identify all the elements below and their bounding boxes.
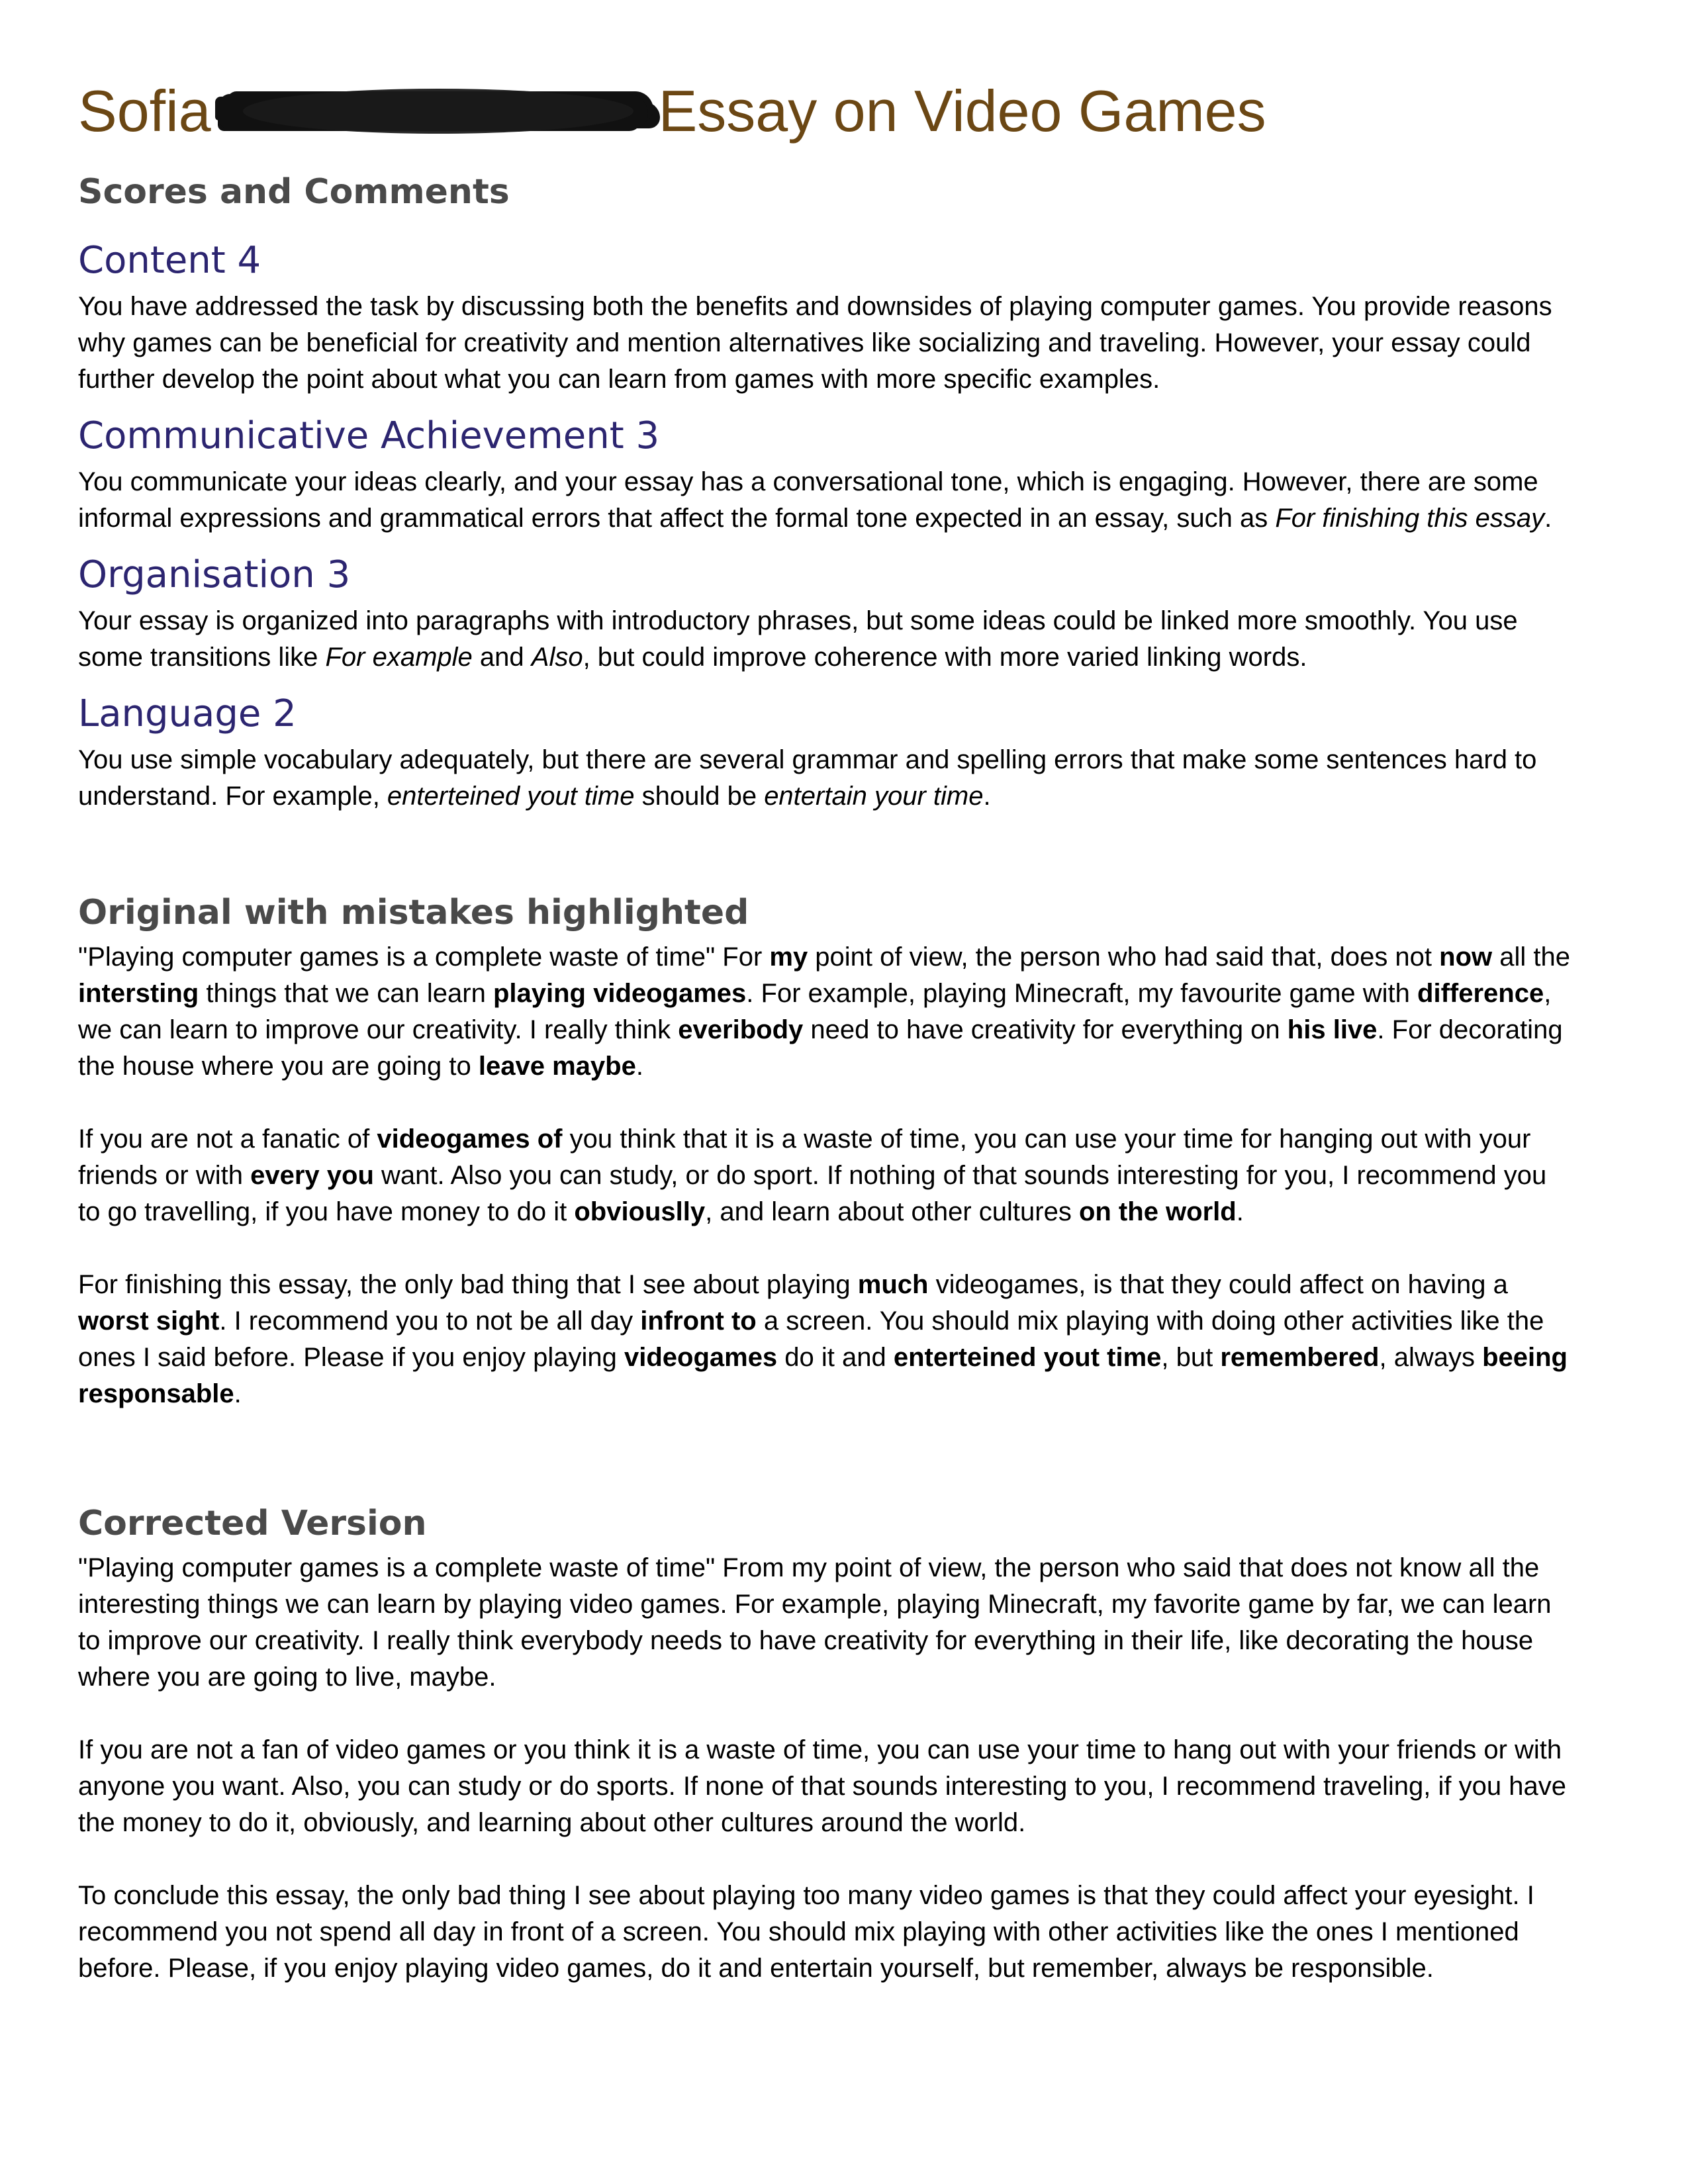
corrected-paragraph-2: If you are not a fan of video games or you think it is a waste of time, you can use your time to hang out with your friends or with anyone you want. Also, you can study or do sports. If none of that sounds interesting to you, I recommend traveling, if you have the money to do it, obviously, and learning about other cultures around the world.: [78, 1735, 1566, 1837]
language-comment: You use simple vocabulary adequately, but there are several grammar and spelling errors that make some sentences hard to understand. For example, enterteined yout time should be entertain your time.: [78, 745, 1537, 811]
communicative-comment: You communicate your ideas clearly, and your essay has a conversational tone, which is engaging. However, there are some informal expressions and grammatical errors that affect the formal tone expected in an essay, such as For finishing this essay.: [78, 467, 1552, 533]
redacted-name-scribble: [216, 89, 653, 135]
content-heading: Content 4: [78, 239, 261, 282]
organisation-comment: Your essay is organized into paragraphs with introductory phrases, but some ideas could be linked more smoothly. You use some transitions like For example and Also, but could improve coherence with more varied linking words.: [78, 606, 1518, 672]
title-rest: Essay on Video Games: [658, 78, 1266, 144]
organisation-heading: Organisation 3: [78, 553, 351, 596]
original-heading: Original with mistakes highlighted: [78, 893, 749, 933]
corrected-paragraph-3: To conclude this essay, the only bad thing I see about playing too many video games is that they could affect your eyesight. I recommend you not spend all day in front of a screen. You should mix playing with other activities like the ones I mentioned before. Please, if you enjoy playing video games, do it and entertain yourself, but remember, always be responsible.: [78, 1881, 1534, 1983]
original-paragraph-3: For finishing this essay, the only bad thing that I see about playing much videogames, is that they could affect on having a worst sight. I recommend you to not be all day infront to a screen. You should mix playing with doing other activities like the ones I said before. Please if you enjoy playing videogames do it and enterteined yout time, but remembered, always beeing responsable.: [78, 1270, 1568, 1408]
corrected-paragraph-1: "Playing computer games is a complete waste of time" From my point of view, the person who said that does not know all the interesting things we can learn by playing video games. For example, playing Minecraft, my favorite game by far, we can learn to improve our creativity. I really think everybody needs to have creativity for everything in their life, like decorating the house where you are going to live, maybe.: [78, 1553, 1552, 1692]
title-first-name: Sofia: [78, 78, 211, 144]
original-paragraph-2: If you are not a fanatic of videogames of you think that it is a waste of time, you can use your time for hanging out with your friends or with every you want. Also you can study, or do sport. If nothing of that sounds interesting for you, I recommend you to go travelling, if you have money to do it obviouslly, and learn about other cultures on the world.: [78, 1124, 1547, 1226]
scores-heading: Scores and Comments: [78, 172, 510, 212]
content-comment: You have addressed the task by discussing both the benefits and downsides of playing computer games. You provide reasons why games can be beneficial for creativity and mention alternatives like socializing and traveling. However, your essay could further develop the point about what you can learn from games with more specific examples.: [78, 292, 1552, 394]
document-title: [78, 74, 1574, 148]
language-heading: Language 2: [78, 692, 297, 735]
communicative-heading: Communicative Achievement 3: [78, 414, 660, 457]
essay-document: [78, 74, 1574, 1987]
original-paragraph-1: "Playing computer games is a complete waste of time" For my point of view, the person who had said that, does not now all the intersting things that we can learn playing videogames. For example, playing Minecraft, my favourite game with difference, we can learn to improve our creativity. I really think everibody need to have creativity for everything on his live. For decorating the house where you are going to leave maybe.: [78, 942, 1570, 1081]
corrected-heading: Corrected Version: [78, 1504, 427, 1543]
